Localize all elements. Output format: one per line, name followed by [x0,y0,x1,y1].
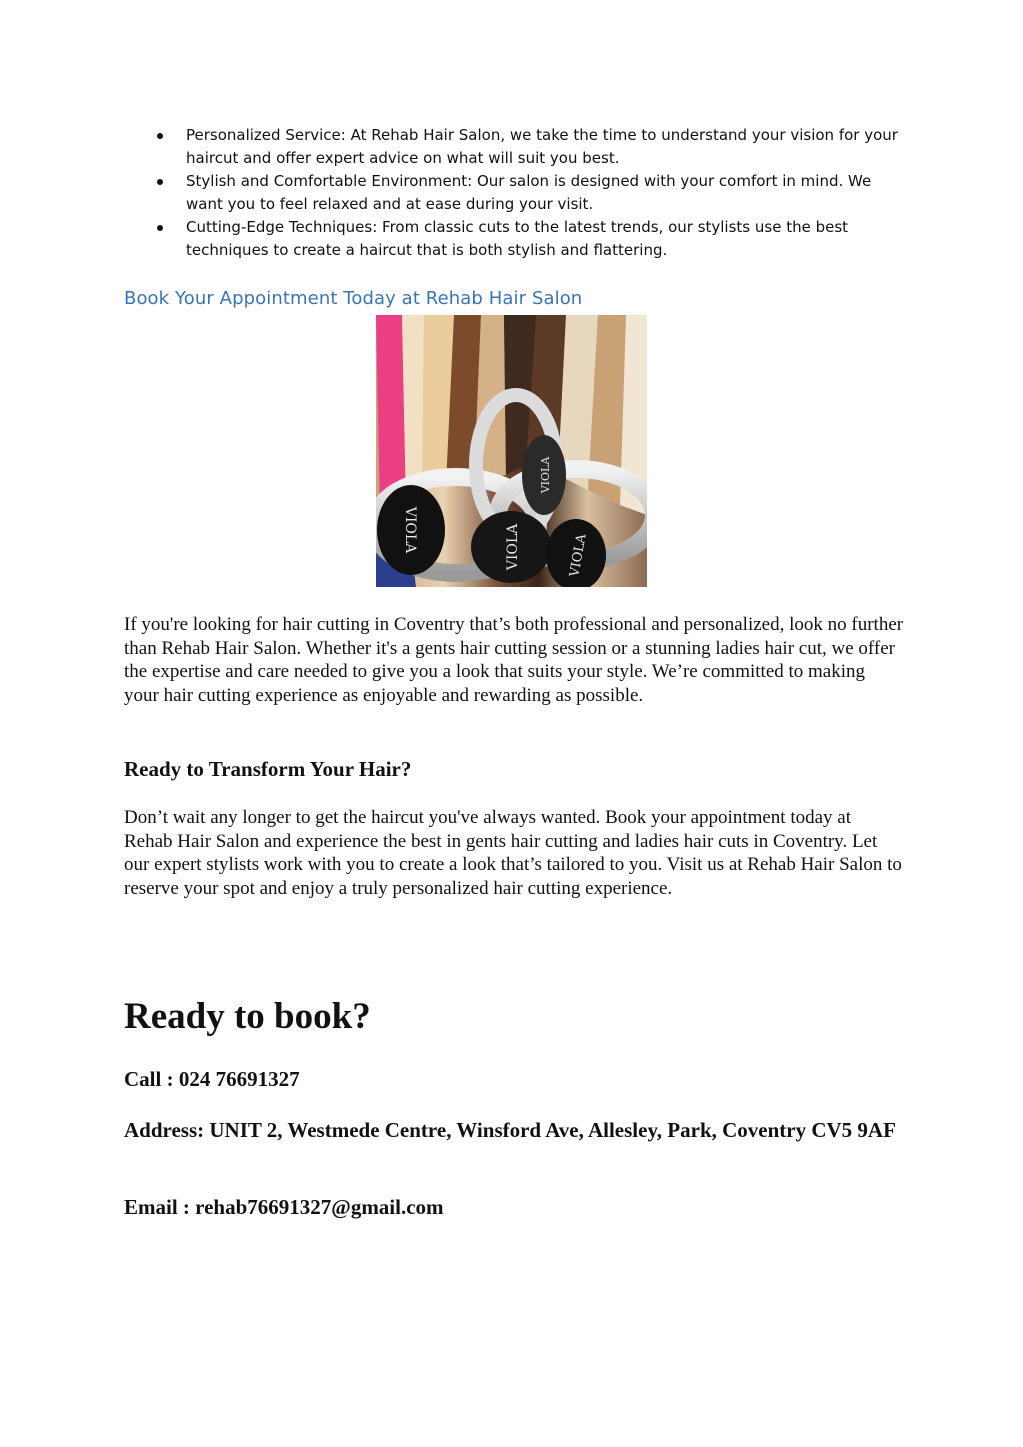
bullet-icon [157,179,163,185]
section-heading: Book Your Appointment Today at Rehab Hair Salon [124,288,583,309]
booking-paragraph: Don’t wait any longer to get the haircut you've always wanted. Book your appointment today at Rehab Hair Salon and experience the best in gents hair cutting and ladies hair cuts in Coventry. Let our expert stylists work with you to create a look that’s tailored to you. Visit us at Rehab Hair Salon to reserve your spot and enjoy a truly personalized hair cutting experience. [124,807,902,899]
phone-number: Call : 024 76691327 [124,1067,300,1091]
intro-paragraph: If you're looking for hair cutting in Coventry that’s both professional and personalized, look no further than Rehab Hair Salon. Whether it's a gents hair cutting session or a stunning ladies hair cut, we offer the expertise and care needed to give you a look that suits your style. We’re committed to making your hair cutting experience as enjoyable and rewarding as possible. [124,614,904,706]
bullet-icon [157,225,163,231]
tag-logo: VIOLA [505,523,521,571]
list-item [155,216,905,262]
cta-heading: Ready to book? [124,996,371,1037]
tag-logo: VIOLA [402,506,418,554]
bullet-icon [157,133,163,139]
list-item-text: Personalized Service: At Rehab Hair Salon, we take the time to understand your vision for your haircut and offer expert advice on what will suit you best. [186,126,898,167]
subheading: Ready to Transform Your Hair? [124,757,412,781]
list-item [155,170,905,216]
tag-logo: VIOLA [567,532,590,579]
tag-logo: VIOLA [539,456,552,494]
list-item-text: Cutting-Edge Techniques: From classic cuts to the latest trends, our stylists use the best techniques to create a haircut that is both stylish and flattering. [186,218,849,259]
feature-list [155,124,905,262]
email-address: Email : rehab76691327@gmail.com [124,1195,444,1219]
list-item-text: Stylish and Comfortable Environment: Our salon is designed with your comfort in mind. We want you to feel relaxed and at ease during your visit. [186,172,872,213]
list-item [155,124,905,170]
hair-swatch-image [376,315,647,587]
address: Address: UNIT 2, Westmede Centre, Winsford Ave, Allesley, Park, Coventry CV5 9AF [124,1118,896,1142]
